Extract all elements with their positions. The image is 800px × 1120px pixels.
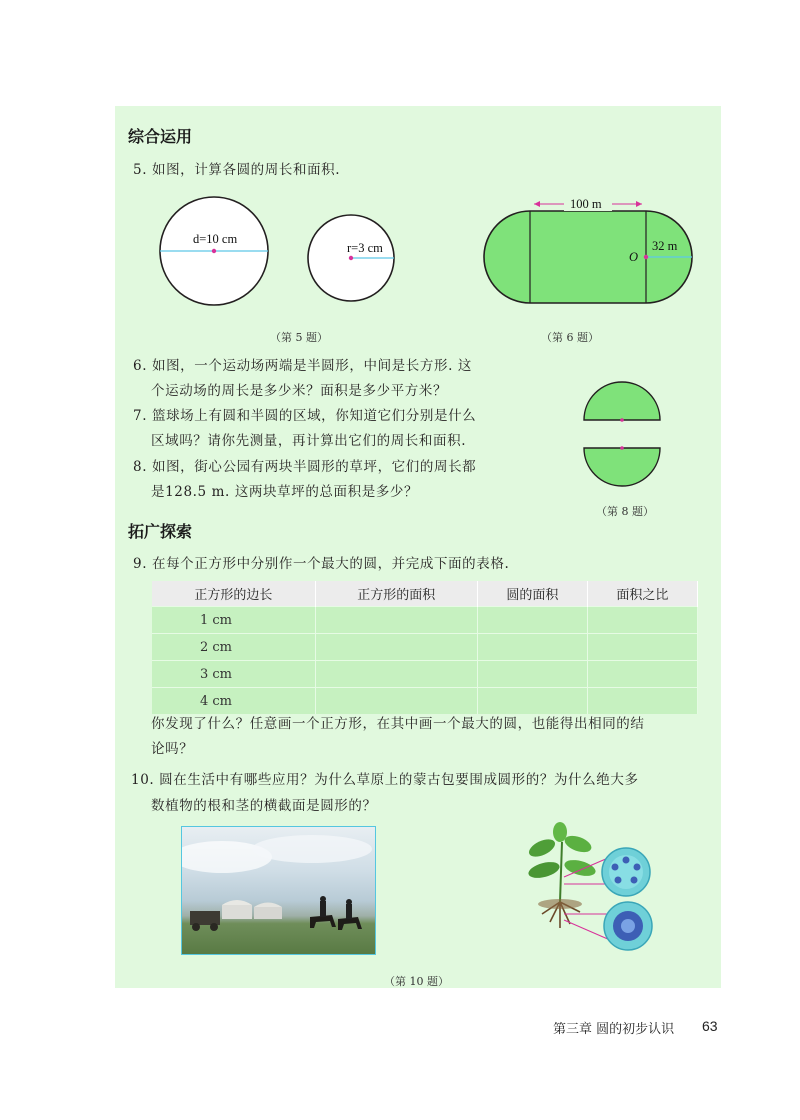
question-10-line-1: 10. 圆在生活中有哪些应用？为什么草原上的蒙古包要围成圆形的？为什么绝大多	[131, 772, 639, 788]
caption-figure-10: （第 10 题）	[384, 975, 449, 988]
table-header-row	[152, 581, 698, 607]
question-9-followup-line-2: 论吗？	[151, 741, 194, 757]
question-5: 5. 如图，计算各圆的周长和面积.	[133, 162, 341, 178]
question-7-line-1: 7. 篮球场上有圆和半圆的区域，你知道它们分别是什么	[133, 408, 477, 424]
table-header: 正方形的边长	[152, 581, 315, 607]
table-cell	[315, 607, 477, 634]
area-table	[152, 581, 698, 714]
table-cell: 1 cm	[152, 607, 315, 634]
figure-6-track	[478, 192, 718, 312]
question-9: 9. 在每个正方形中分别作一个最大的圆，并完成下面的表格.	[133, 556, 510, 572]
table-row	[152, 688, 698, 715]
table-cell	[587, 688, 697, 715]
table-row	[152, 661, 698, 688]
yurt-grassland-photo	[181, 826, 376, 955]
figure-8-lawns	[580, 378, 664, 490]
diameter-label: d=10 cm	[193, 232, 238, 246]
page-number: 63	[702, 1018, 718, 1034]
table-cell	[587, 661, 697, 688]
caption-figure-6: （第 6 题）	[541, 331, 599, 344]
plant-cross-section-figure	[520, 822, 660, 957]
section-title-comprehensive: 综合运用	[128, 127, 193, 146]
table-row	[152, 607, 698, 634]
center-label: O	[629, 250, 639, 264]
caption-figure-8: （第 8 题）	[596, 505, 654, 518]
question-10-line-2: 数植物的根和茎的横截面是圆形的？	[151, 798, 377, 814]
question-8-line-1: 8. 如图，街心公园有两块半圆形的草坪，它们的周长都	[133, 459, 477, 475]
figure-5-circle-radius	[303, 214, 403, 304]
footer-chapter: 第三章 圆的初步认识	[553, 1022, 675, 1037]
table-cell	[315, 661, 477, 688]
question-9-followup-line-1: 你发现了什么？任意画一个正方形，在其中画一个最大的圆，也能得出相同的结	[151, 716, 645, 732]
table-header: 面积之比	[587, 581, 697, 607]
track-radius-label: 32 m	[652, 239, 678, 253]
caption-figure-5: （第 5 题）	[270, 331, 328, 344]
table-cell	[477, 661, 587, 688]
radius-label: r=3 cm	[347, 241, 383, 255]
figure-5-circle-diameter	[155, 195, 275, 310]
table-cell: 4 cm	[152, 688, 315, 715]
table-cell	[315, 688, 477, 715]
table-cell	[477, 688, 587, 715]
table-cell	[477, 634, 587, 661]
question-6-line-1: 6. 如图，一个运动场两端是半圆形，中间是长方形. 这	[133, 358, 472, 374]
table-cell	[477, 607, 587, 634]
section-title-extension: 拓广探索	[128, 522, 193, 541]
table-cell	[587, 607, 697, 634]
length-label: 100 m	[570, 197, 602, 211]
question-7-line-2: 区域吗？请你先测量，再计算出它们的周长和面积.	[151, 433, 467, 449]
table-header: 圆的面积	[477, 581, 587, 607]
table-header: 正方形的面积	[315, 581, 477, 607]
table-cell	[587, 634, 697, 661]
table-cell: 3 cm	[152, 661, 315, 688]
table-row	[152, 634, 698, 661]
table-cell: 2 cm	[152, 634, 315, 661]
table-cell	[315, 634, 477, 661]
question-6-line-2: 个运动场的周长是多少米？面积是多少平方米？	[151, 383, 448, 399]
question-8-line-2: 是128.5 m. 这两块草坪的总面积是多少？	[151, 484, 419, 500]
